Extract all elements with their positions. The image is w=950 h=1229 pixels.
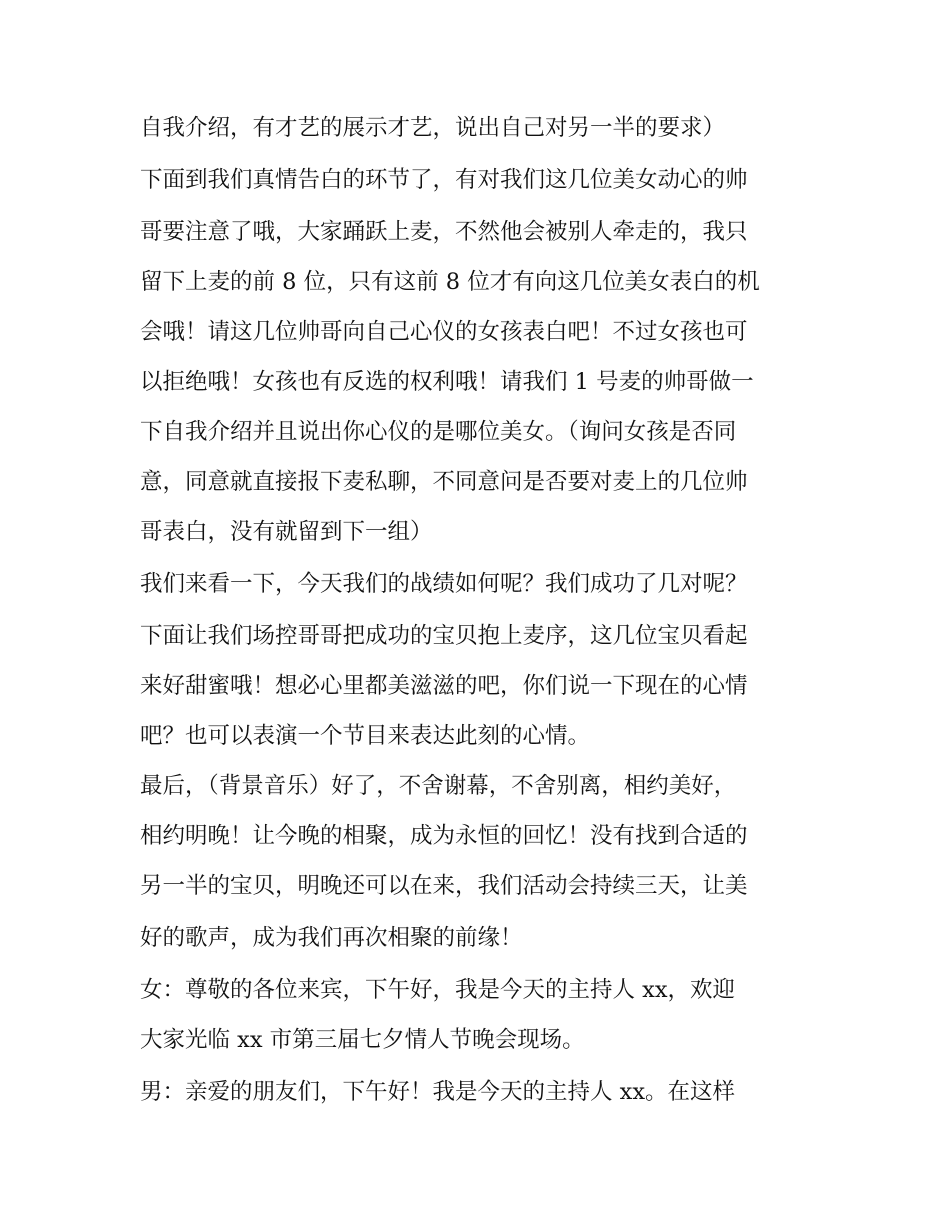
text-line: 哥要注意了哦，大家踊跃上麦，不然他会被别人牵走的，我只 — [140, 219, 748, 245]
text-line: 下面到我们真情告白的环节了，有对我们这几位美女动心的帅 — [140, 167, 748, 193]
text-line: 留下上麦的前 8 位，只有这前 8 位才有向这几位美女表白的机 — [140, 269, 760, 295]
text-line: 下面让我们场控哥哥把成功的宝贝抱上麦序，这几位宝贝看起 — [140, 623, 748, 649]
text-line: 好的歌声，成为我们再次相聚的前缘！ — [140, 925, 523, 951]
text-line: 相约明晚！让今晚的相聚，成为永恒的回忆！没有找到合适的 — [140, 823, 748, 849]
text-line: 吧？也可以表演一个节目来表达此刻的心情。 — [140, 723, 591, 749]
text-line: 自我介绍，有才艺的展示才艺，说出自己对另一半的要求） — [140, 115, 726, 141]
text-line: 最后，（背景音乐）好了，不舍谢幕，不舍别离，相约美好， — [140, 773, 737, 799]
text-line: 下自我介绍并且说出你心仪的是哪位美女。（询问女孩是否同 — [140, 419, 737, 445]
text-line: 大家光临 xx 市第三届七夕情人节晚会现场。 — [140, 1027, 585, 1053]
text-line: 另一半的宝贝，明晚还可以在来，我们活动会持续三天，让美 — [140, 873, 748, 899]
text-line: 男：亲爱的朋友们，下午好！我是今天的主持人 xx。在这样 — [140, 1079, 736, 1105]
text-line: 来好甜蜜哦！想必心里都美滋滋的吧，你们说一下现在的心情 — [140, 673, 748, 699]
text-line: 会哦！请这几位帅哥向自己心仪的女孩表白吧！不过女孩也可 — [140, 319, 748, 345]
text-line: 哥表白，没有就留到下一组） — [140, 519, 433, 545]
text-line: 女：尊敬的各位来宾，下午好，我是今天的主持人 xx，欢迎 — [140, 977, 736, 1003]
text-line: 我们来看一下，今天我们的战绩如何呢？我们成功了几对呢？ — [140, 571, 748, 597]
text-line: 意，同意就直接报下麦私聊，不同意问是否要对麦上的几位帅 — [140, 469, 748, 495]
text-line: 以拒绝哦！女孩也有反选的权利哦！请我们 1 号麦的帅哥做一 — [140, 369, 754, 395]
